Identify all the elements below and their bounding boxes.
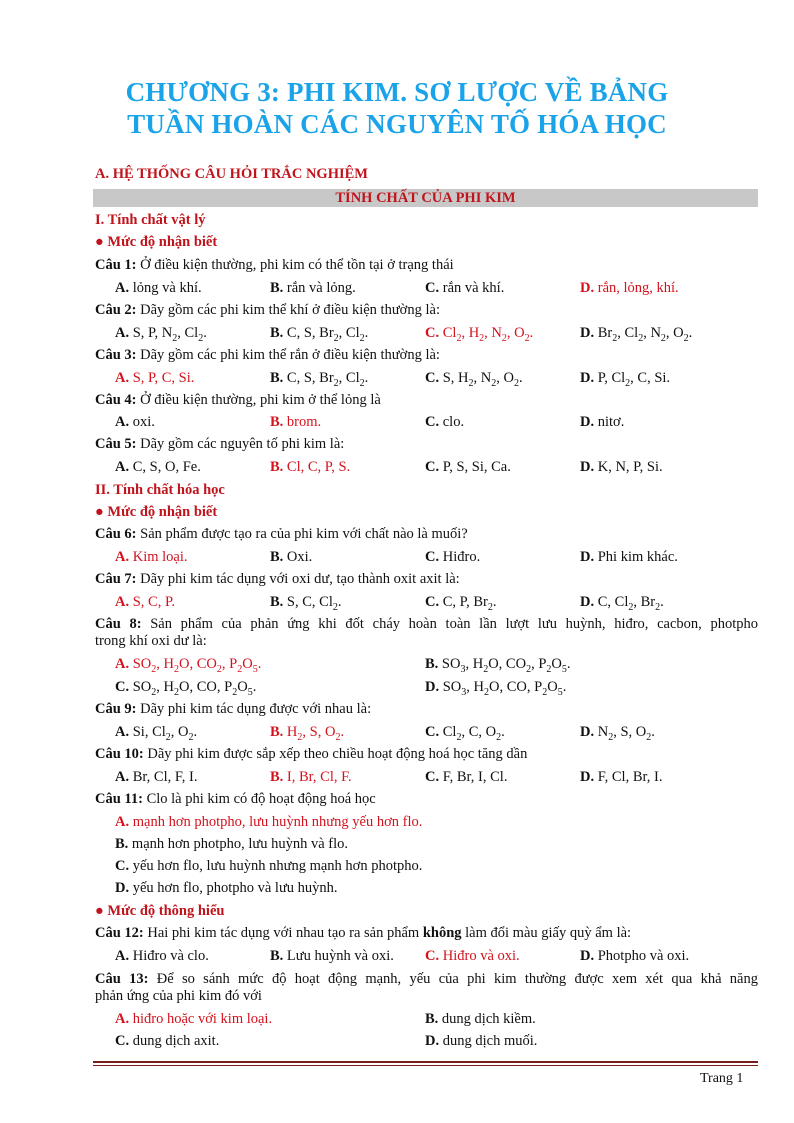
question-9: Câu 9: Dãy phi kim tác dụng được với nhau là: — [95, 701, 372, 717]
option-d: D. $Br_2$, $Cl_2$, $N_2$, $O_2$. — [580, 325, 693, 344]
option-c: C. Hiđro. — [425, 549, 481, 565]
option-c: C. P, S, Si, Ca. — [425, 459, 511, 475]
option-d: D. $SO_3$, $H_2O$, CO, $P_2O_5$. — [425, 679, 567, 698]
option-a: A. C, S, O, Fe. — [115, 459, 201, 475]
option-d: D. nitơ. — [580, 414, 625, 430]
option-b-answer: B. I, Br, Cl, F. — [270, 769, 352, 785]
part-2-heading: II. Tính chất hóa học — [95, 482, 225, 498]
question-number: Câu 1: — [95, 257, 137, 273]
option-d: D. C, $Cl_2$, $Br_2$. — [580, 594, 664, 613]
option-d: D. F, Cl, Br, I. — [580, 769, 663, 785]
level-heading: ● Mức độ thông hiểu — [95, 903, 225, 919]
option-d: D. dung dịch muối. — [425, 1033, 538, 1049]
option-a: A. Si, $Cl_2$, $O_2$. — [115, 724, 198, 743]
question-3: Câu 3: Dãy gồm các phi kim thể rắn ở điều kiện thường là: — [95, 347, 440, 363]
option-b: B. Lưu huỳnh và oxi. — [270, 948, 394, 964]
option-b-answer: B. brom. — [270, 414, 322, 430]
option-c: C. $SO_2$, $H_2O$, CO, $P_2O_5$. — [115, 679, 257, 698]
option-d: D. yếu hơn flo, photpho và lưu huỳnh. — [115, 880, 338, 896]
option-d: D. Photpho và oxi. — [580, 948, 690, 964]
page-number: Trang 1 — [700, 1071, 744, 1086]
option-c: C. yếu hơn flo, lưu huỳnh nhưng mạnh hơn photpho. — [115, 858, 423, 874]
question-13: Câu 13: Để so sánh mức độ hoạt động mạnh, yếu của phi kim thường được xem xét qua khả năng — [95, 971, 758, 987]
question-8-cont: trong khí oxi dư là: — [95, 633, 207, 649]
question-text: Ở điều kiện thường, phi kim có thể tồn tại ở trạng thái — [136, 257, 454, 273]
level-heading: ● Mức độ nhận biết — [95, 234, 218, 250]
option-c-answer: C. $Cl_2$, $H_2$, $N_2$, $O_2$. — [425, 325, 534, 344]
option-d: D. Phi kim khác. — [580, 549, 678, 565]
footer-rule — [93, 1061, 758, 1063]
option-b: B. C, S, $Br_2$, $Cl_2$. — [270, 325, 369, 344]
question-13-cont: phản ứng của phi kim đó với — [95, 988, 262, 1004]
option-d: D. $N_2$, S, $O_2$. — [580, 724, 655, 743]
option-b: B. dung dịch kiềm. — [425, 1011, 536, 1027]
option-c: C. $Cl_2$, C, $O_2$. — [425, 724, 505, 743]
topic-band: TÍNH CHẤT CỦA PHI KIM — [93, 189, 758, 207]
option-a: A. Br, Cl, F, I. — [115, 769, 198, 785]
option-d-answer: D. rắn, lỏng, khí. — [580, 280, 679, 296]
title-line-1: CHƯƠNG 3: PHI KIM. SƠ LƯỢC VỀ BẢNG — [125, 77, 669, 107]
option-b-answer: B. $H_2$, S, $O_2$. — [270, 724, 345, 743]
option-c: C. dung dịch axit. — [115, 1033, 220, 1049]
option-c: C. rắn và khí. — [425, 280, 505, 296]
option-a-answer: A. $SO_2$, $H_2O$, $CO_2$, $P_2O_5$. — [115, 656, 262, 675]
footer-rule-thin — [93, 1065, 758, 1066]
question-8: Câu 8: Sản phẩm của phản ứng khi đốt cháy hoàn toàn lần lượt lưu huỳnh, hiđro, cacbon, photpho — [95, 616, 758, 632]
question-12: Câu 12: Hai phi kim tác dụng với nhau tạo ra sản phẩm không làm đổi màu giấy quỳ ẩm là: — [95, 925, 632, 941]
option-a-answer: A. Kim loại. — [115, 549, 188, 565]
option-c-answer: C. Hiđro và oxi. — [425, 948, 520, 964]
option-b: B. $SO_3$, $H_2O$, $CO_2$, $P_2O_5$. — [425, 656, 571, 675]
level-heading: ● Mức độ nhận biết — [95, 504, 218, 520]
option-c: C. C, P, $Br_2$. — [425, 594, 497, 613]
option-a: A. lỏng và khí. — [115, 280, 202, 296]
option-c: C. S, $H_2$, $N_2$, $O_2$. — [425, 370, 523, 389]
option-a-answer: A. S, P, C, Si. — [115, 370, 195, 386]
option-c: C. F, Br, I, Cl. — [425, 769, 508, 785]
option-b: B. rắn và lỏng. — [270, 280, 356, 296]
question-10: Câu 10: Dãy phi kim được sắp xếp theo chiều hoạt động hoá học tăng dần — [95, 746, 528, 762]
option-b-answer: B. Cl, C, P, S. — [270, 459, 351, 475]
option-d: D. K, N, P, Si. — [580, 459, 663, 475]
question-2: Câu 2: Dãy gồm các phi kim thể khí ở điều kiện thường là: — [95, 302, 440, 318]
question-4: Câu 4: Ở điều kiện thường, phi kim ở thể lỏng là — [95, 392, 381, 408]
question-11: Câu 11: Clo là phi kim có độ hoạt động hoá học — [95, 791, 376, 807]
question-7: Câu 7: Dãy phi kim tác dụng với oxi dư, tạo thành oxit axit là: — [95, 571, 460, 587]
option-a-answer: A. hiđro hoặc với kim loại. — [115, 1011, 273, 1027]
option-a: A. Hiđro và clo. — [115, 948, 209, 964]
option-b: B. C, S, $Br_2$, $Cl_2$. — [270, 370, 369, 389]
question-6: Câu 6: Sản phẩm được tạo ra của phi kim với chất nào là muối? — [95, 526, 468, 542]
option-b: B. mạnh hơn photpho, lưu huỳnh và flo. — [115, 836, 349, 852]
option-a: A. oxi. — [115, 414, 155, 430]
option-b: B. S, C, $Cl_2$. — [270, 594, 342, 613]
option-a-answer: A. mạnh hơn photpho, lưu huỳnh nhưng yếu hơn flo. — [115, 814, 423, 830]
option-d: D. P, $Cl_2$, C, Si. — [580, 370, 671, 389]
page-title — [0, 76, 794, 140]
question-1 — [95, 257, 454, 274]
part-1-heading: I. Tính chất vật lý — [95, 212, 206, 228]
option-a-answer: A. S, C, P. — [115, 594, 176, 610]
option-b: B. Oxi. — [270, 549, 313, 565]
section-heading: A. HỆ THỐNG CÂU HỎI TRẮC NGHIỆM — [95, 166, 368, 182]
option-c: C. clo. — [425, 414, 465, 430]
option-a: A. S, P, $N_2$, $Cl_2$. — [115, 325, 207, 344]
title-line-2: TUẦN HOÀN CÁC NGUYÊN TỐ HÓA HỌC — [127, 109, 667, 139]
question-5: Câu 5: Dãy gồm các nguyên tố phi kim là: — [95, 436, 345, 452]
